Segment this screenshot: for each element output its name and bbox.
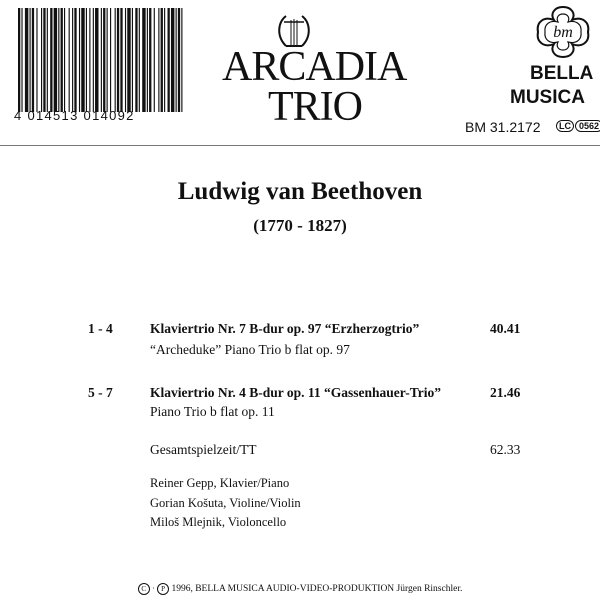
- bella-musica-line1: BELLA: [530, 63, 594, 84]
- barcode-bar: [107, 8, 108, 112]
- barcode-bar: [43, 8, 45, 112]
- track-title: Klaviertrio Nr. 7 B-dur op. 97 “Erzherzogtrio”: [150, 321, 420, 336]
- barcode-bar: [120, 8, 122, 112]
- barcode-bar: [127, 8, 130, 112]
- track-subtitle: “Archeduke” Piano Trio b flat op. 97: [150, 342, 350, 357]
- lc-code: 0562: [575, 120, 600, 132]
- barcode-bar: [149, 8, 151, 112]
- barcode-number: 4 014513 014092: [14, 108, 135, 123]
- barcode-bar: [50, 8, 52, 112]
- barcode-bar: [176, 8, 177, 112]
- barcode-bar: [132, 8, 133, 112]
- arcadia-logo-line1: ARCADIA: [222, 44, 407, 90]
- copyright-p-symbol: P: [157, 583, 169, 595]
- barcode-bar: [115, 8, 116, 112]
- barcode-bar: [142, 8, 145, 112]
- header-divider: [0, 145, 600, 146]
- barcode-bar: [64, 8, 65, 112]
- barcode-bar: [58, 8, 59, 112]
- barcode-bar: [147, 8, 148, 112]
- copyright-text: 1996, BELLA MUSICA AUDIO-VIDEO-PRODUKTION Jürgen Rinschler.: [171, 584, 463, 595]
- bella-musica-emblem-text: bm: [553, 24, 573, 41]
- barcode-bar: [47, 8, 48, 112]
- track-duration: 40.41: [490, 321, 521, 336]
- composer-name: Ludwig van Beethoven: [177, 178, 423, 205]
- total-time-label: Gesamtspielzeit/TT: [150, 442, 257, 457]
- performer: Miloš Mlejnik, Violoncello: [150, 515, 287, 529]
- barcode-bar: [171, 8, 174, 112]
- performer: Gorian Košuta, Violine/Violin: [150, 496, 301, 510]
- barcode-bar: [139, 8, 140, 112]
- barcode-bar: [103, 8, 105, 112]
- barcode-bar: [178, 8, 180, 112]
- composer-dates: (1770 - 1827): [253, 216, 347, 235]
- barcode-bar: [72, 8, 73, 112]
- bella-musica-emblem-icon: [532, 4, 594, 60]
- barcode-bar: [18, 8, 20, 112]
- catalog-number: BM 31.2172: [465, 119, 541, 135]
- barcode-bar: [135, 8, 137, 112]
- total-time-value: 62.33: [490, 442, 521, 457]
- barcode-bar: [164, 8, 165, 112]
- barcode-bar: [86, 8, 87, 112]
- barcode-bar: [158, 8, 159, 112]
- arcadia-trio-logo: [222, 14, 407, 130]
- barcode-bar: [74, 8, 76, 112]
- barcode-bar: [21, 8, 22, 112]
- barcode-bar: [30, 8, 31, 112]
- track-duration: 21.46: [490, 385, 521, 400]
- lc-prefix: LC: [556, 120, 574, 132]
- barcode-bar: [154, 8, 155, 112]
- barcode-bar: [110, 8, 111, 112]
- arcadia-logo-line2: TRIO: [268, 84, 362, 130]
- barcode-bar: [181, 8, 182, 112]
- performer: Reiner Gepp, Klavier/Piano: [150, 476, 290, 490]
- barcode-bar: [54, 8, 57, 112]
- barcode-bar: [69, 8, 70, 112]
- barcode-bar: [125, 8, 126, 112]
- barcode-bar: [32, 8, 34, 112]
- barcode-bar: [101, 8, 102, 112]
- bella-musica-line2: MUSICA: [510, 87, 585, 108]
- barcode-bar: [61, 8, 63, 112]
- copyright-c-symbol: C: [138, 583, 150, 595]
- track-range: 5 - 7: [88, 385, 113, 400]
- barcode: [18, 8, 183, 112]
- track-range: 1 - 4: [88, 321, 113, 336]
- barcode-bar: [36, 8, 37, 112]
- barcode-bar: [95, 8, 98, 112]
- barcode-bar: [41, 8, 42, 112]
- track-subtitle: Piano Trio b flat op. 11: [150, 404, 275, 419]
- barcode-bar: [117, 8, 119, 112]
- barcode-bar: [81, 8, 84, 112]
- barcode-bar: [79, 8, 80, 112]
- barcode-bar: [161, 8, 163, 112]
- barcode-bar: [25, 8, 28, 112]
- barcode-bar: [93, 8, 94, 112]
- copyright-line: C · P 1996, BELLA MUSICA AUDIO-VIDEO-PRODUKTION Jürgen Rinschler.: [0, 583, 600, 595]
- lyre-icon: [274, 14, 314, 48]
- barcode-bar: [89, 8, 90, 112]
- label-code-badge: [556, 118, 600, 134]
- track-title: Klaviertrio Nr. 4 B-dur op. 11 “Gassenhauer-Trio”: [150, 385, 442, 400]
- barcode-bar: [168, 8, 170, 112]
